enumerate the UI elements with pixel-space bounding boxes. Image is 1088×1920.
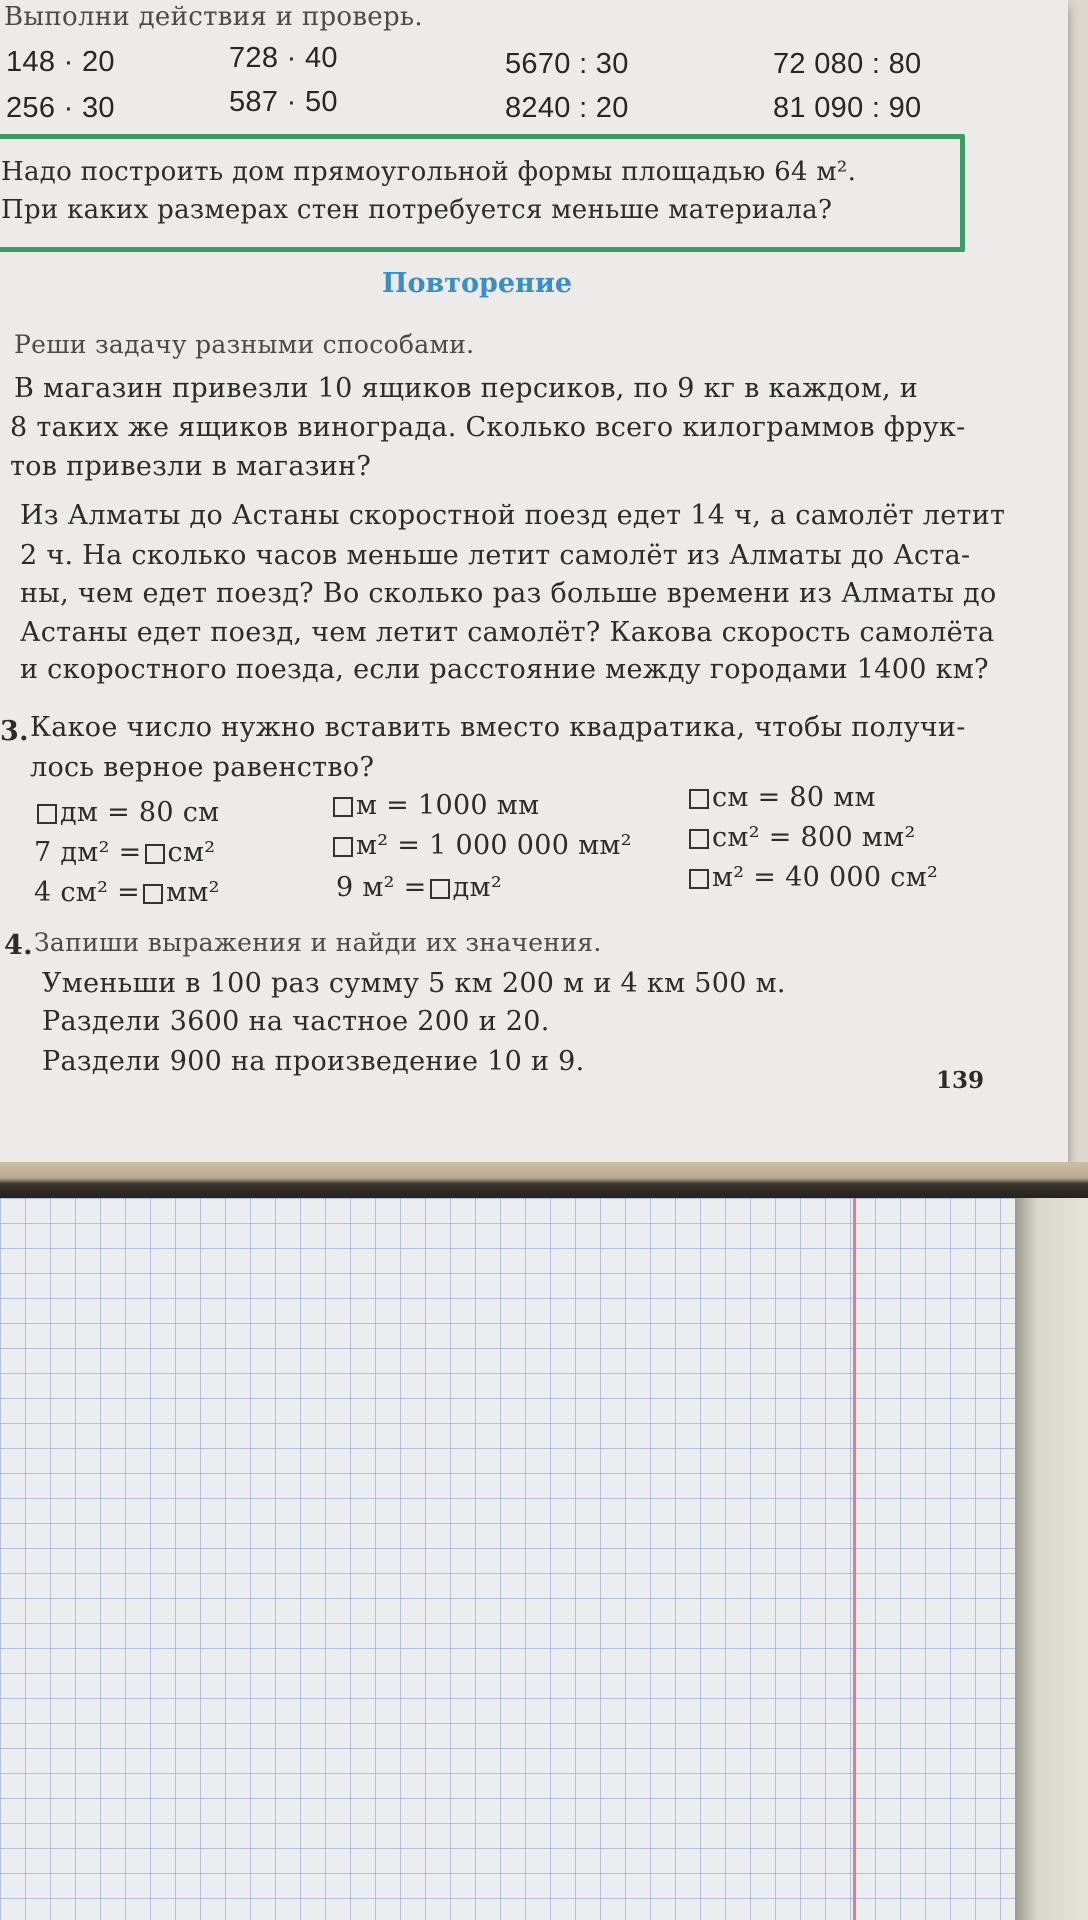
task4-intro: Запиши выражения и найди их значения.	[34, 928, 602, 957]
calc-item: 728 · 40	[229, 42, 338, 74]
section-title: Повторение	[382, 268, 573, 299]
blank-square	[689, 829, 709, 849]
blank-square	[143, 884, 163, 904]
boxed-task-line: Надо построить дом прямоугольной формы площадью 64 м².	[1, 157, 857, 187]
equation-text: м = 1000 мм	[356, 790, 540, 821]
task2-line: ны, чем едет поезд? Во сколько раз больше времени из Алматы до	[20, 578, 997, 609]
blank-square	[689, 789, 709, 809]
calc-item: 587 · 50	[229, 86, 338, 118]
calc-item: 5670 : 30	[505, 48, 629, 80]
equation-text: 7 дм² =	[34, 837, 142, 868]
task2-line: 2 ч. На сколько часов меньше летит самолёт из Алматы до Аста-	[20, 540, 971, 571]
blank-square	[37, 804, 57, 824]
calc-item: 256 · 30	[6, 92, 115, 124]
page-edge	[0, 1162, 1088, 1202]
equation-text: мм²	[166, 877, 220, 908]
task2-line: Из Алматы до Астаны скоростной поезд едет 14 ч, а самолёт летит	[20, 500, 1006, 531]
equation-text: см = 80 мм	[712, 782, 876, 813]
task1-intro: Реши задачу разными способами.	[14, 330, 475, 359]
calc-item: 81 090 : 90	[773, 92, 922, 124]
blank-square	[430, 879, 450, 899]
task3-line: Какое число нужно вставить вместо квадратика, чтобы получи-	[30, 712, 966, 743]
task4-line: Уменьши в 100 раз сумму 5 км 200 м и 4 км 500 м.	[42, 968, 786, 999]
equation	[34, 877, 220, 908]
equation-text: см²	[167, 837, 216, 868]
task4-number: 4.	[4, 930, 33, 961]
task2-line: Астаны едет поезд, чем летит самолёт? Какова скорость самолёта	[20, 617, 995, 648]
notebook-edge	[1015, 1198, 1088, 1920]
task3-line: лось верное равенство?	[30, 752, 375, 783]
header-line: Выполни действия и проверь.	[4, 2, 423, 32]
equation	[336, 872, 502, 903]
equation	[330, 830, 632, 861]
blank-square	[145, 844, 165, 864]
boxed-task	[0, 134, 965, 252]
task4-line: Раздели 900 на произведение 10 и 9.	[42, 1046, 585, 1077]
blank-square	[689, 869, 709, 889]
equation-text: м² = 1 000 000 мм²	[356, 830, 632, 861]
equation-text: 9 м² =	[336, 872, 427, 903]
equation-text: м² = 40 000 см²	[712, 862, 939, 893]
equation	[330, 790, 539, 821]
equation	[686, 782, 876, 813]
task1-line: В магазин привезли 10 ящиков персиков, по 9 кг в каждом, и	[14, 373, 919, 404]
notebook-grid-paper	[0, 1198, 1015, 1920]
task4-line: Раздели 3600 на частное 200 и 20.	[42, 1006, 550, 1037]
equation	[686, 822, 916, 853]
equation-text: 4 см² =	[34, 877, 141, 908]
blank-square	[333, 837, 353, 857]
page-number: 139	[936, 1067, 985, 1094]
task2-line: и скоростного поезда, если расстояние между городами 1400 км?	[20, 654, 989, 685]
boxed-task-line: При каких размерах стен потребуется меньше материала?	[1, 195, 833, 225]
equation-text: дм = 80 см	[60, 797, 220, 828]
task3-number: 3.	[0, 716, 29, 747]
calc-item: 72 080 : 80	[773, 48, 922, 80]
equation-text: дм²	[452, 872, 502, 903]
equation-text: см² = 800 мм²	[712, 822, 916, 853]
notebook-margin-line	[853, 1198, 856, 1920]
calc-item: 148 · 20	[6, 46, 115, 78]
blank-square	[333, 797, 353, 817]
equation	[34, 797, 219, 828]
equation	[34, 837, 215, 868]
equation	[686, 862, 938, 893]
task1-line: 8 таких же ящиков винограда. Сколько всего килограммов фрук-	[10, 412, 966, 443]
task1-line: тов привезли в магазин?	[10, 451, 372, 482]
calc-item: 8240 : 20	[505, 92, 629, 124]
